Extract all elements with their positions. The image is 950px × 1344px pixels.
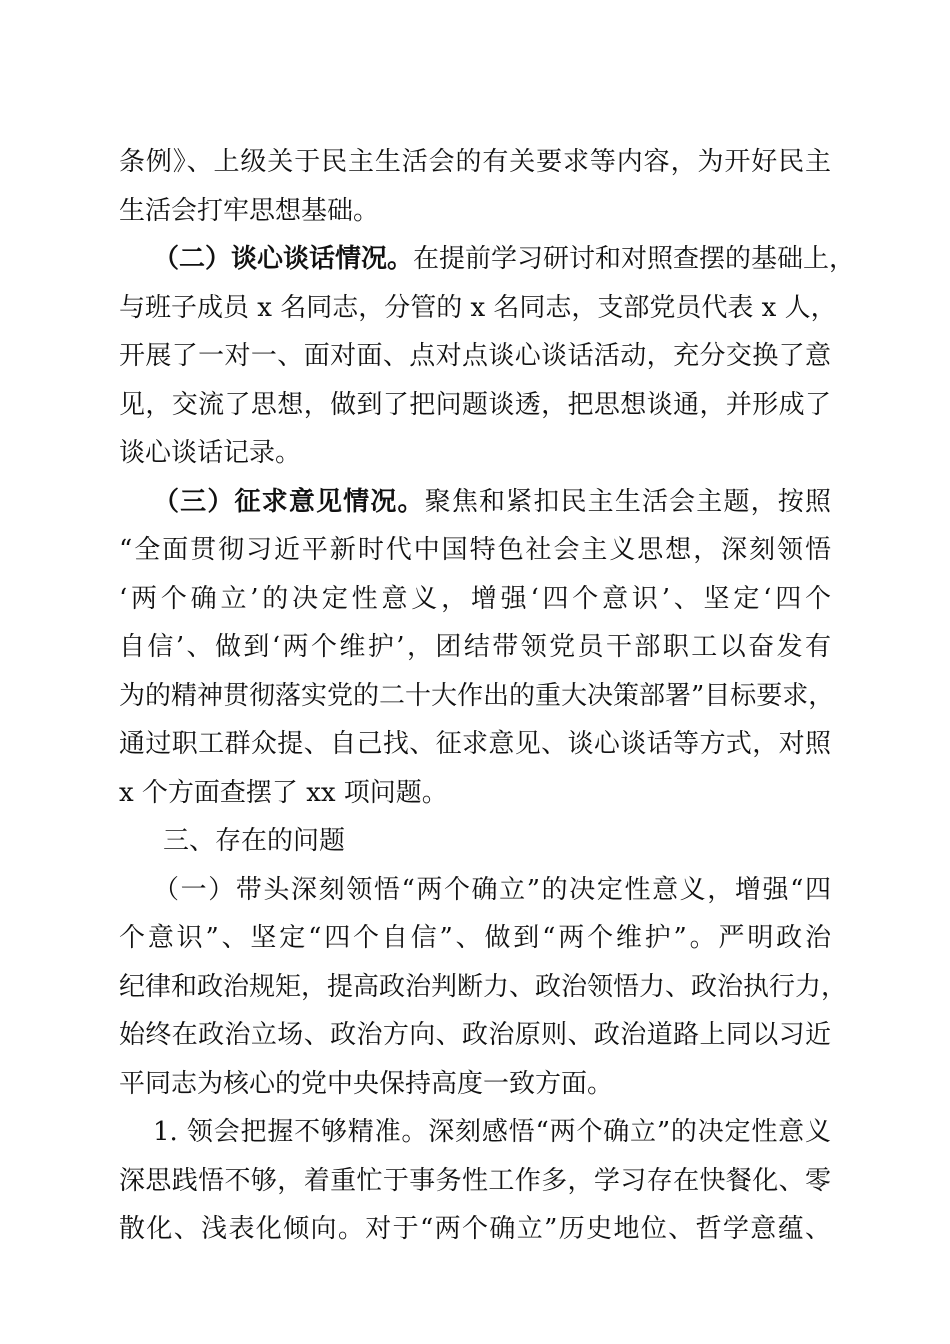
text-line: 条例》、上级关于民主生活会的有关要求等内容，为开好民主 xyxy=(119,147,831,177)
text-line: 深思践悟不够，着重忙于事务性工作多，学习存在快餐化、零 xyxy=(119,1165,831,1196)
document-page xyxy=(119,138,856,1254)
text-span: 在提前学习研讨和对照查摆的基础上， xyxy=(413,244,856,274)
paragraph-first-line xyxy=(119,478,831,527)
text-line: ‘两个确立’的决定性意义，增强‘四个意识’、坚定‘四个 xyxy=(119,583,831,614)
paragraph-heading: （二）谈心谈话情况。 xyxy=(153,244,414,274)
text-line: 纪律和政治规矩，提高政治判断力、政治领悟力、政治执行力， xyxy=(119,971,848,1002)
text-line: 谈心谈话记录。 xyxy=(119,438,302,468)
text-line: 始终在政治立场、政治方向、政治原则、政治道路上同以习近 xyxy=(119,1020,831,1050)
text-line: 散化、浅表化倾向。对于“两个确立”历史地位、哲学意蕴、 xyxy=(119,1214,831,1244)
paragraph-first-line xyxy=(119,235,856,284)
text-line: 生活会打牢思想基础。 xyxy=(119,195,380,226)
text-line: 平同志为核心的党中央保持高度一致方面。 xyxy=(119,1068,614,1099)
text-line: 为的精神贯彻落实党的二十大作出的重大决策部署”目标要求， xyxy=(119,680,835,711)
text-line: x 个方面查摆了 xx 项问题。 xyxy=(119,777,448,808)
text-line: 与班子成员 x 名同志，分管的 x 名同志，支部党员代表 x 人， xyxy=(119,292,837,323)
text-line: 开展了一对一、面对面、点对点谈心谈话活动，充分交换了意 xyxy=(119,341,831,371)
text-line: “全面贯彻习近平新时代中国特色社会主义思想，深刻领悟 xyxy=(119,535,831,565)
paragraph-heading: （三）征求意见情况。 xyxy=(153,486,425,517)
section-title: 三、存在的问题 xyxy=(163,826,346,856)
text-line: 通过职工群众提、自己找、征求意见、谈心谈话等方式，对照 xyxy=(119,729,831,759)
text-span: 聚焦和紧扣民主生活会主题，按照 xyxy=(424,486,831,517)
text-line: （一）带头深刻领悟“两个确立”的决定性意义，增强“四 xyxy=(153,874,831,905)
text-line: 1. 领会把握不够精准。深刻感悟“两个确立”的决定性意义 xyxy=(153,1117,831,1147)
text-line: 自信’、做到‘两个维护’，团结带领党员干部职工以奋发有 xyxy=(119,632,831,662)
text-line: 个意识”、坚定“四个自信”、做到“两个维护”。严明政治 xyxy=(119,923,831,953)
text-line: 见，交流了思想，做到了把问题谈透，把思想谈通，并形成了 xyxy=(119,389,831,420)
